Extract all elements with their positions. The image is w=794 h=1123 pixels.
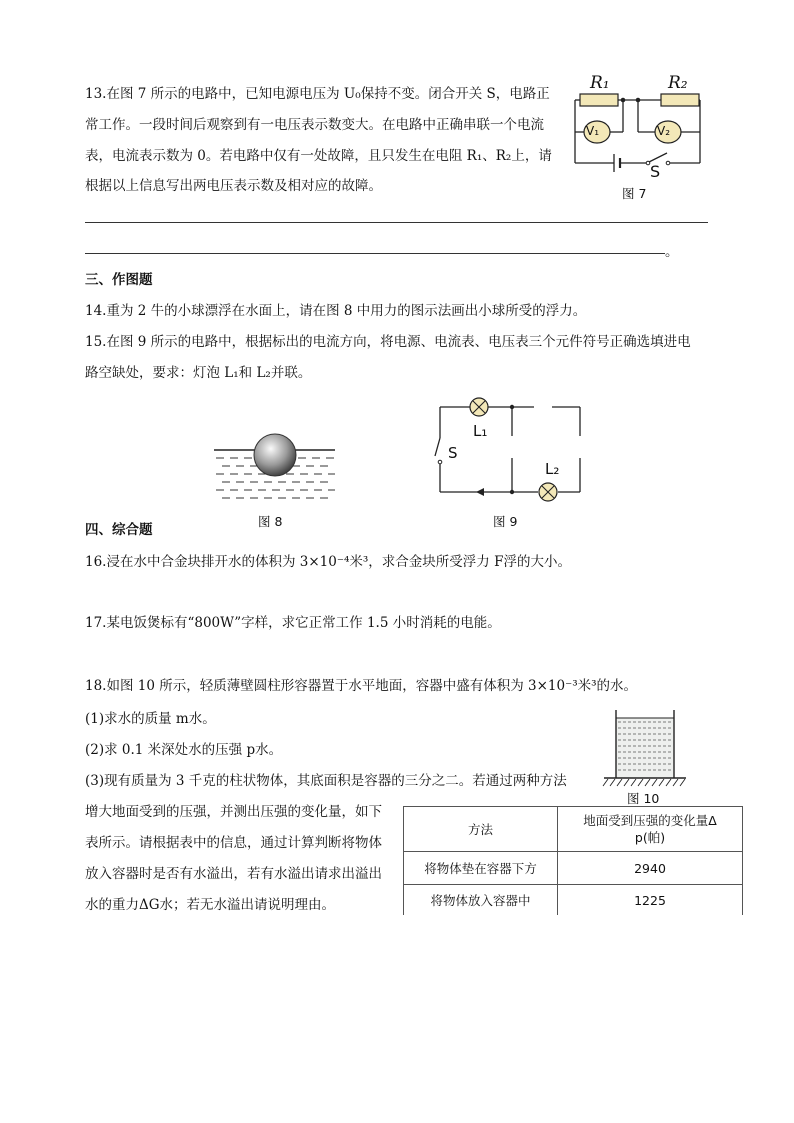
- q17-text: 17.某电饭煲标有“800W”字样，求它正常工作 1.5 小时消耗的电能。: [85, 615, 501, 631]
- label-r1: R₁: [590, 73, 610, 93]
- q15-line-1: 15.在图 9 所示的电路中，根据标出的电流方向，将电源、电流表、电压表三个元件符号正确选填进电: [85, 334, 691, 350]
- resistor-r1: [580, 94, 618, 106]
- table-cell-method: 将物体垫在容器下方: [404, 852, 558, 885]
- table-header-pressure-line-2: p(帕): [634, 830, 666, 845]
- q18-sub-1: (1)求水的质量 m水。: [85, 711, 216, 727]
- label-switch-s: S: [650, 162, 661, 181]
- label-l1: L₁: [473, 422, 488, 440]
- figure-10-container: [600, 700, 690, 788]
- figure-8-floating-ball: [212, 430, 337, 506]
- figure-9-caption: 图 9: [493, 514, 518, 529]
- q13-line-1: 13.在图 7 所示的电路中，已知电源电压为 U₀保持不变。闭合开关 S，电路正: [85, 86, 550, 102]
- q16-text: 16.浸在水中合金块排开水的体积为 3×10⁻⁴米³，求合金块所受浮力 F浮的大小。: [85, 554, 571, 570]
- q18-cont-1: 增大地面受到的压强，并测出压强的变化量，如下: [85, 804, 382, 820]
- figure-7-caption: 图 7: [622, 186, 647, 201]
- answer-line-2: [85, 253, 665, 254]
- label-s: S: [448, 444, 458, 462]
- section-4-title: 四、综合题: [85, 522, 153, 538]
- label-v2: V₂: [657, 124, 671, 138]
- q13-line-2: 常工作。一段时间后观察到有一电压表示数变大。在电路中正确串联一个电流: [85, 117, 544, 133]
- q13-line-3: 表，电流表示数为 0。若电路中仅有一处故障，且只发生在电阻 R₁、R₂上，请: [85, 148, 552, 164]
- table-row: [404, 852, 743, 885]
- q18-cont-4: 水的重力ΔG水；若无水溢出请说明理由。: [85, 897, 336, 913]
- q18-sub-2: (2)求 0.1 米深处水的压强 p水。: [85, 742, 283, 758]
- q18-cont-3: 放入容器时是否有水溢出，若有水溢出请求出溢出: [85, 866, 382, 882]
- table-header-method: 方法: [404, 807, 558, 852]
- switch-s-icon: [435, 438, 440, 456]
- switch-icon: [649, 153, 667, 162]
- table-row: [404, 885, 743, 916]
- figure-10-caption: 图 10: [627, 791, 660, 806]
- table-header-row: [404, 807, 743, 852]
- table-cell-value: 1225: [558, 885, 743, 916]
- answer-period: 。: [665, 244, 679, 260]
- q18-line-1: 18.如图 10 所示，轻质薄壁圆柱形容器置于水平地面，容器中盛有体积为 3×10⁻³米³的水。: [85, 678, 638, 694]
- ball-icon: [254, 434, 296, 476]
- table-header-pressure-line-1: 地面受到压强的变化量Δ: [583, 813, 717, 828]
- q18-cont-2: 表所示。请根据表中的信息，通过计算判断将物体: [85, 835, 382, 851]
- q18-sub-3: (3)现有质量为 3 千克的柱状物体，其底面积是容器的三分之二。若通过两种方法: [85, 773, 567, 789]
- q13-line-4: 根据以上信息写出两电压表示数及相对应的故障。: [85, 178, 382, 194]
- label-r2: R₂: [668, 73, 688, 93]
- answer-line-1: [85, 222, 708, 223]
- q14-text: 14.重为 2 牛的小球漂浮在水面上，请在图 8 中用力的图示法画出小球所受的浮力。: [85, 303, 587, 319]
- q15-line-2: 路空缺处，要求：灯泡 L₁和 L₂并联。: [85, 365, 312, 381]
- pressure-change-table: [403, 806, 743, 915]
- figure-8-caption: 图 8: [258, 514, 283, 529]
- label-l2: L₂: [545, 460, 560, 478]
- section-3-title: 三、作图题: [85, 272, 153, 288]
- resistor-r2: [661, 94, 699, 106]
- table-cell-method: 将物体放入容器中: [404, 885, 558, 916]
- table-cell-value: 2940: [558, 852, 743, 885]
- table-header-pressure: [558, 807, 743, 852]
- label-v1: V₁: [586, 124, 600, 138]
- current-arrow-icon: [476, 488, 484, 496]
